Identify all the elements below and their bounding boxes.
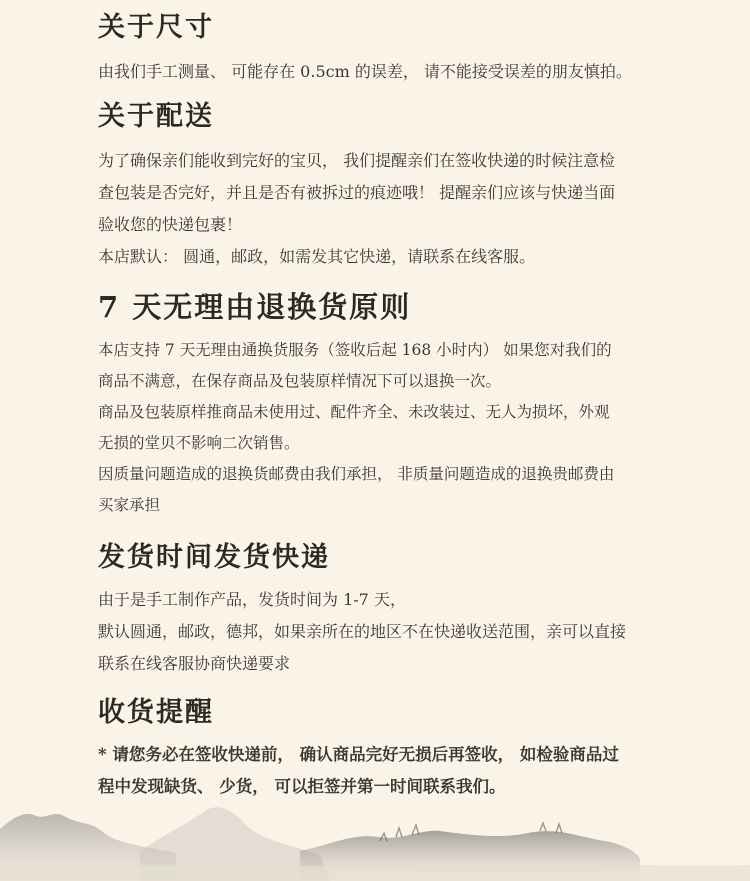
shipping-heading: 关于配送 [98, 101, 214, 132]
returns-line: 无损的堂贝不影响二次销售。 [98, 433, 300, 452]
delivery-line: 由于是手工制作产品，发货时间为 1-7 天， [98, 590, 406, 610]
delivery-section [98, 542, 698, 680]
delivery-heading: 发货时间发货快递 [98, 542, 330, 573]
shipping-line: 查包装是否完好，并且是否有被拆过的痕迹哦！ 提醒亲们应该与快递当面 [98, 183, 616, 203]
returns-line: 买家承担 [98, 495, 161, 514]
returns-section [98, 290, 698, 521]
returns-line: 商品不满意，在保存商品及包装原样情况下可以退换一次。 [98, 371, 502, 390]
shipping-line: 为了确保亲们能收到完好的宝贝， 我们提醒亲们在签收快递的时候注意检 [98, 151, 616, 171]
returns-line: 本店支持 7 天无理由通换货服务（签收后起 168 小时内） 如果您对我们的 [98, 340, 612, 359]
size-heading: 关于尺寸 [98, 12, 214, 43]
shipping-default-courier: 本店默认： 圆通，邮政，如需发其它快递，请联系在线客服。 [98, 247, 536, 267]
delivery-line: 联系在线客服协商快递要求 [98, 654, 291, 674]
returns-line: 商品及包装原样推商品未使用过、配件齐全、未改装过、无人为损坏，外观 [98, 402, 610, 421]
shipping-line: 验收您的快递包裹！ [98, 215, 243, 235]
receipt-line: 程中发现缺货、 少货， 可以拒签并第一时间联系我们。 [98, 777, 506, 797]
shipping-section [98, 101, 698, 273]
size-section [98, 12, 698, 88]
delivery-line: 默认圆通，邮政，德邦，如果亲所在的地区不在快递收送范围，亲可以直接 [98, 622, 627, 642]
ink-mountain-illustration [0, 781, 750, 881]
returns-heading: 7 天无理由退换货原则 [98, 290, 412, 324]
receipt-heading: 收货提醒 [98, 697, 214, 728]
returns-line: 因质量问题造成的退换货邮费由我们承担， 非质量问题造成的退换贵邮费由 [98, 464, 615, 483]
receipt-line: * 请您务必在签收快递前， 确认商品完好无损后再签收， 如检验商品过 [98, 745, 619, 765]
size-text: 由我们手工测量、 可能存在 0.5cm 的误差， 请不能接受误差的朋友慎拍。 [98, 62, 632, 82]
